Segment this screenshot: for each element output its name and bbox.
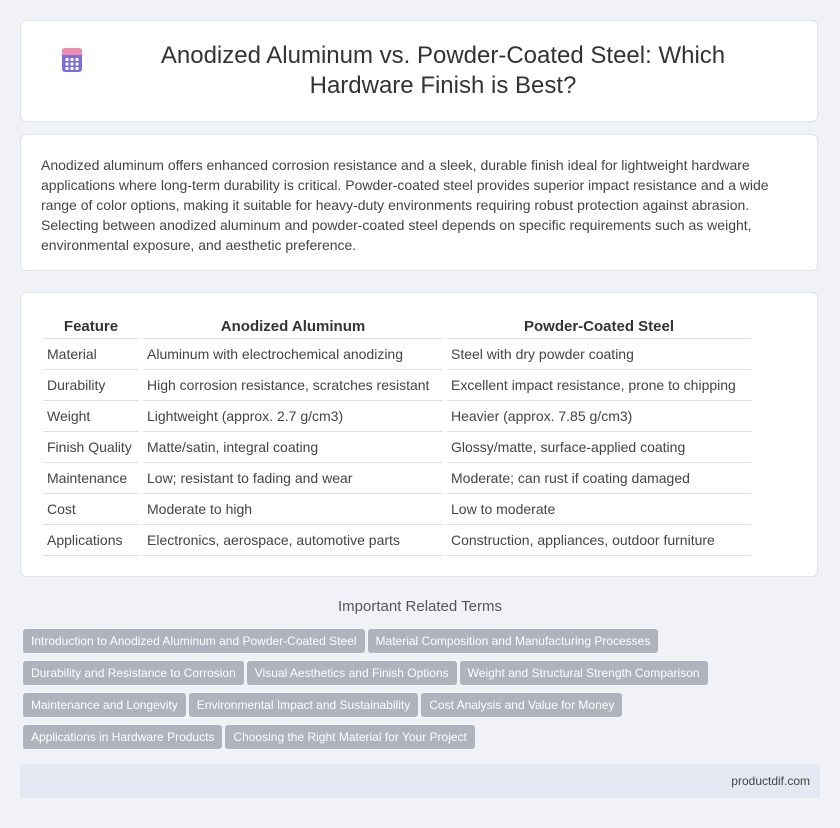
table-row [43, 494, 751, 525]
related-term-tag[interactable]: Environmental Impact and Sustainability [189, 693, 418, 717]
feature-cell: Applications [43, 525, 139, 556]
related-term-tag[interactable]: Cost Analysis and Value for Money [421, 693, 622, 717]
related-term-tag[interactable]: Weight and Structural Strength Comparison [460, 661, 708, 685]
table-row [43, 525, 751, 556]
feature-cell: Cost [43, 494, 139, 525]
feature-cell: Durability [43, 370, 139, 401]
table-row [43, 463, 751, 494]
anodized-aluminum-cell: Low; resistant to fading and wear [143, 463, 443, 494]
related-term-tag[interactable]: Durability and Resistance to Corrosion [23, 661, 244, 685]
intro-card [20, 134, 818, 271]
comparison-table-card [20, 292, 818, 577]
intro-paragraph: Anodized aluminum offers enhanced corrosion resistance and a sleek, durable finish ideal for lightweight hardware applications where long-term durability is critical. Powder-coated steel provides superior impact resistance and a wide range of color options, making it suitable for heavy-duty environments requiring robust protection against abrasion. Selecting between anodized aluminum and powder-coated steel depends on specific requirements such as weight, environmental exposure, and aesthetic preference. [41, 157, 769, 253]
related-term-tag[interactable]: Maintenance and Longevity [23, 693, 186, 717]
anodized-aluminum-cell: Matte/satin, integral coating [143, 432, 443, 463]
column-header-feature: Feature [43, 313, 139, 339]
header [59, 41, 779, 101]
feature-cell: Finish Quality [43, 432, 139, 463]
anodized-aluminum-cell: Lightweight (approx. 2.7 g/cm3) [143, 401, 443, 432]
feature-cell: Maintenance [43, 463, 139, 494]
table-header-row [43, 313, 751, 339]
footer-site-name[interactable]: productdif.com [731, 774, 810, 788]
anodized-aluminum-cell: Electronics, aerospace, automotive parts [143, 525, 443, 556]
table-row [43, 432, 751, 463]
table-row [43, 370, 751, 401]
anodized-aluminum-cell: High corrosion resistance, scratches resistant [143, 370, 443, 401]
feature-cell: Weight [43, 401, 139, 432]
table-row [43, 339, 751, 370]
powder-coated-steel-cell: Moderate; can rust if coating damaged [447, 463, 751, 494]
header-card [20, 20, 818, 122]
footer [20, 764, 820, 798]
powder-coated-steel-cell: Steel with dry powder coating [447, 339, 751, 370]
column-header-anodized-aluminum: Anodized Aluminum [143, 313, 443, 339]
related-term-tag[interactable]: Introduction to Anodized Aluminum and Powder-Coated Steel [23, 629, 365, 653]
powder-coated-steel-cell: Heavier (approx. 7.85 g/cm3) [447, 401, 751, 432]
related-term-tag[interactable]: Visual Aesthetics and Finish Options [247, 661, 457, 685]
powder-coated-steel-cell: Low to moderate [447, 494, 751, 525]
feature-cell: Material [43, 339, 139, 370]
page-title: Anodized Aluminum vs. Powder-Coated Steel: Which Hardware Finish is Best? [160, 42, 726, 99]
related-terms-list [23, 629, 823, 757]
related-term-tag[interactable]: Material Composition and Manufacturing Processes [368, 629, 659, 653]
related-terms-title: Important Related Terms [338, 598, 502, 615]
related-term-tag[interactable]: Applications in Hardware Products [23, 725, 222, 749]
table-row [43, 401, 751, 432]
anodized-aluminum-cell: Moderate to high [143, 494, 443, 525]
powder-coated-steel-cell: Glossy/matte, surface-applied coating [447, 432, 751, 463]
related-term-tag[interactable]: Choosing the Right Material for Your Project [225, 725, 474, 749]
comparison-table [39, 313, 755, 556]
calculator-icon [59, 47, 85, 73]
column-header-powder-coated-steel: Powder-Coated Steel [447, 313, 751, 339]
powder-coated-steel-cell: Construction, appliances, outdoor furniture [447, 525, 751, 556]
anodized-aluminum-cell: Aluminum with electrochemical anodizing [143, 339, 443, 370]
powder-coated-steel-cell: Excellent impact resistance, prone to chipping [447, 370, 751, 401]
